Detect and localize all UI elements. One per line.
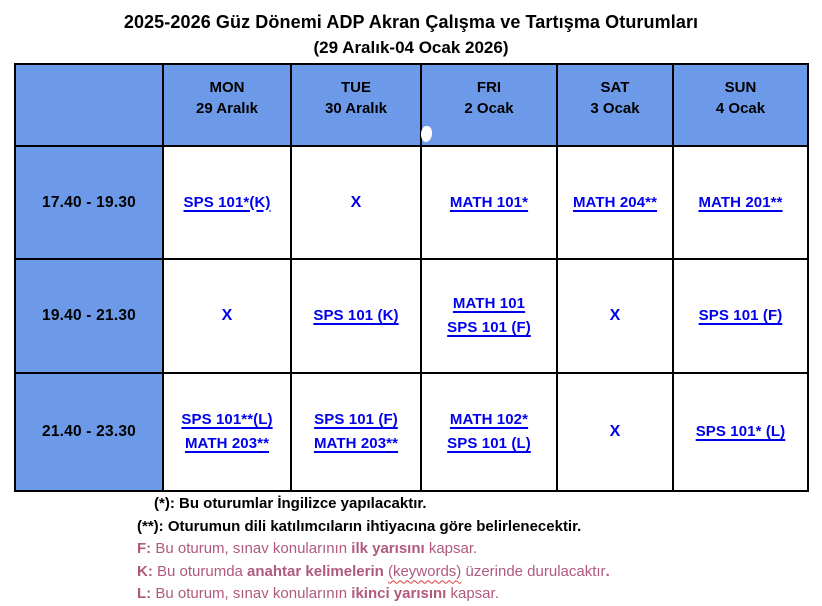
schedule-table-body	[15, 146, 808, 491]
session-link[interactable]: MATH 203**	[184, 435, 270, 452]
session-cell	[673, 146, 808, 259]
session-line	[674, 420, 807, 444]
note-text-segment: .	[605, 562, 610, 580]
spacer	[558, 119, 672, 133]
session-line	[292, 408, 420, 432]
note-text-segment: Bu oturumda	[152, 562, 248, 580]
session-cell	[163, 373, 291, 491]
note-l	[137, 583, 610, 606]
day-name: SAT	[600, 79, 630, 96]
day-header-mon	[163, 64, 291, 146]
note-text-segment: üzerinde durulacaktır	[461, 562, 606, 580]
session-cell	[291, 146, 421, 259]
footnotes	[137, 493, 610, 606]
schedule-row	[15, 373, 808, 491]
spellcheck-squiggle-word: (keywords)	[387, 562, 462, 580]
session-cell	[421, 259, 557, 373]
session-cell	[163, 146, 291, 259]
schedule-table-header	[15, 64, 808, 146]
session-link[interactable]: MATH 101*	[449, 193, 529, 211]
session-line	[558, 191, 672, 215]
session-line	[422, 191, 556, 215]
session-link[interactable]: MATH 101	[452, 295, 526, 312]
day-name: FRI	[476, 79, 502, 96]
day-header-sun	[673, 64, 808, 146]
session-line	[164, 191, 290, 215]
schedule-table	[14, 63, 809, 492]
no-session-mark: X	[609, 307, 621, 324]
no-session-mark: X	[609, 423, 621, 440]
session-line	[674, 191, 807, 215]
session-link[interactable]: SPS 101*(K)	[183, 193, 271, 211]
day-name: MON	[209, 79, 245, 96]
day-name: TUE	[341, 79, 371, 96]
session-link[interactable]: MATH 204**	[572, 193, 658, 211]
note-text-segment: L:	[137, 585, 152, 602]
day-name: SUN	[724, 79, 757, 96]
session-line	[422, 316, 556, 340]
session-link[interactable]: MATH 201**	[698, 193, 783, 211]
session-link[interactable]: SPS 101* (L)	[695, 423, 786, 440]
day-header-sat	[557, 64, 673, 146]
session-cell	[291, 259, 421, 373]
note-text-segment: F:	[137, 540, 152, 557]
day-date: 4 Ocak	[715, 100, 766, 117]
title-line-1: 2025-2026 Güz Dönemi ADP Akran Çalışma ve Tartışma Oturumları	[123, 12, 699, 32]
time-slot-label: 19.40 - 21.30	[15, 259, 163, 373]
note-double-asterisk	[137, 516, 610, 539]
session-link[interactable]: SPS 101 (K)	[313, 307, 399, 324]
session-line	[292, 432, 420, 456]
session-line	[422, 432, 556, 456]
time-slot-label: 21.40 - 23.30	[15, 373, 163, 491]
session-cell	[557, 373, 673, 491]
note-text-segment: Bu oturum, sınav konularının	[151, 540, 352, 557]
schedule-row	[15, 146, 808, 259]
note-k	[137, 561, 610, 584]
note-text-segment: ilk yarısını	[351, 540, 425, 557]
spacer	[674, 119, 807, 133]
session-link[interactable]: MATH 203**	[313, 435, 399, 452]
corner-cell	[15, 64, 163, 146]
spacer	[422, 119, 556, 133]
session-line	[674, 304, 807, 328]
day-header-tue	[291, 64, 421, 146]
spacer	[164, 119, 290, 133]
session-cell	[557, 259, 673, 373]
session-line	[422, 292, 556, 316]
note-text-segment: ikinci yarısını	[351, 585, 447, 602]
note-text-segment: Bu oturum, sınav konularının	[151, 585, 352, 602]
no-session-mark: X	[350, 193, 362, 211]
day-date: 29 Aralık	[196, 100, 258, 117]
session-link[interactable]: SPS 101 (F)	[447, 319, 531, 336]
session-link[interactable]: SPS 101 (L)	[447, 435, 531, 452]
session-line	[164, 432, 290, 456]
session-cell	[673, 373, 808, 491]
document-title	[0, 0, 822, 60]
session-cell	[291, 373, 421, 491]
session-line	[292, 304, 420, 328]
day-date: 3 Ocak	[590, 100, 640, 117]
note-text-segment: (**): Oturumun dili katılımcıların ihtiyacına göre belirlenecektir.	[137, 517, 582, 535]
note-single-asterisk	[137, 493, 610, 516]
day-date: 30 Aralık	[325, 100, 387, 117]
day-header-fri	[421, 64, 557, 146]
note-text-segment: K:	[137, 562, 153, 580]
session-link[interactable]: MATH 102*	[449, 411, 529, 428]
day-date: 2 Ocak	[464, 100, 514, 117]
session-cell	[421, 373, 557, 491]
no-session-mark: X	[221, 307, 233, 324]
session-cell	[163, 259, 291, 373]
note-text-segment: kapsar.	[446, 585, 499, 602]
note-text-segment: kapsar.	[424, 540, 478, 557]
note-text-segment: anahtar kelimelerin	[247, 562, 384, 580]
session-link[interactable]: SPS 101**(L)	[181, 411, 273, 428]
session-cell	[673, 259, 808, 373]
session-link[interactable]: SPS 101 (F)	[314, 411, 398, 428]
note-f	[137, 538, 610, 561]
session-cell	[421, 146, 557, 259]
session-cell	[557, 146, 673, 259]
spacer	[292, 119, 420, 133]
note-text-segment: (*): Bu oturumlar İngilizce yapılacaktır.	[154, 495, 427, 512]
session-line	[422, 408, 556, 432]
time-slot-label: 17.40 - 19.30	[15, 146, 163, 259]
schedule-row	[15, 259, 808, 373]
session-line	[164, 408, 290, 432]
title-line-2: (29 Aralık-04 Ocak 2026)	[313, 38, 509, 57]
session-link[interactable]: SPS 101 (F)	[698, 307, 783, 324]
